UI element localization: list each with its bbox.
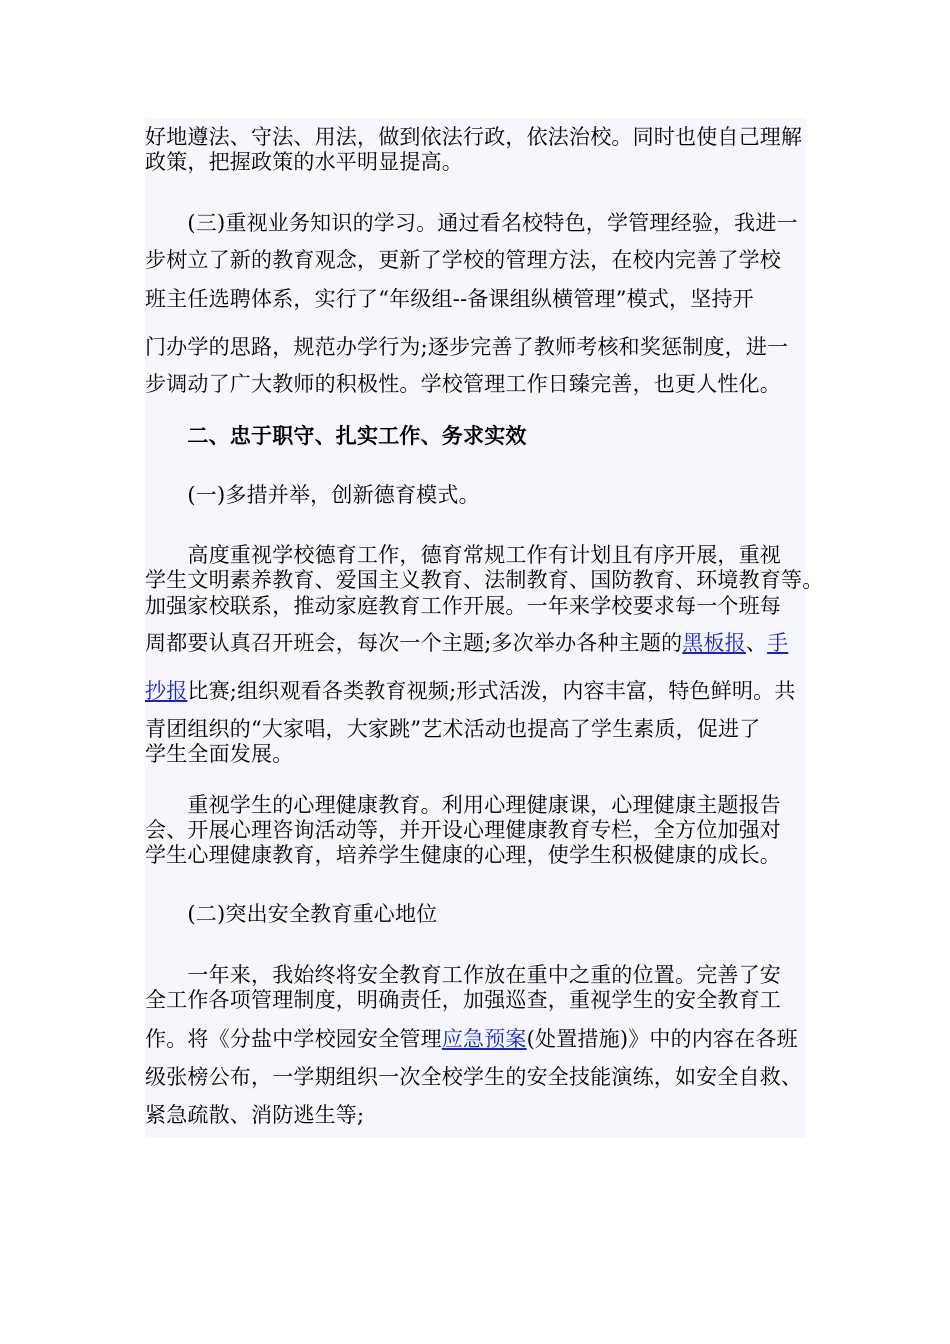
text-line — [145, 542, 825, 568]
text-segment: (二)突出安全教育重心地位 — [145, 902, 438, 926]
text-line — [145, 1026, 825, 1052]
text-line — [145, 124, 825, 150]
text-segment: 、 — [745, 631, 768, 655]
text-segment: 班主任选聘体系，实行了“年级组--备课组纵横管理”模式，坚持开 — [145, 287, 754, 311]
text-segment: 高度重视学校德育工作，德育常规工作有计划且有序开展，重视 — [145, 543, 781, 567]
inline-link[interactable]: 应急预案 — [441, 1027, 527, 1051]
text-line — [145, 630, 825, 656]
text-segment: 学生全面发展。 — [145, 742, 294, 766]
text-line — [145, 716, 825, 742]
text-segment: 作。将《分盐中学校园安全管理 — [145, 1027, 442, 1051]
text-segment: 步调动了广大教师的积极性。学校管理工作日臻完善，也更人性化。 — [145, 372, 781, 396]
section-heading — [145, 423, 825, 449]
text-line — [145, 286, 825, 312]
text-line — [145, 987, 825, 1013]
text-segment: 加强家校联系，推动家庭教育工作开展。一年来学校要求每一个班每 — [145, 594, 781, 618]
text-segment: 周都要认真召开班会，每次一个主题;多次举办各种主题的 — [145, 631, 683, 655]
text-segment: 学生文明素养教育、爱国主义教育、法制教育、国防教育、环境教育等。 — [145, 568, 824, 592]
text-line — [145, 210, 825, 236]
text-segment: (一)多措并举，创新德育模式。 — [145, 483, 480, 507]
inline-link[interactable]: 抄报 — [145, 679, 188, 703]
text-line — [145, 678, 825, 704]
text-line — [145, 149, 825, 175]
text-line — [145, 247, 825, 273]
text-line — [145, 741, 825, 767]
text-line — [145, 901, 825, 927]
text-segment: 学生心理健康教育，培养学生健康的心理，使学生积极健康的成长。 — [145, 843, 781, 867]
text-line — [145, 842, 825, 868]
text-segment: 级张榜公布，一学期组织一次全校学生的安全技能演练，如安全自救、 — [145, 1065, 803, 1089]
text-segment: 门办学的思路，规范办学行为;逐步完善了教师考核和奖惩制度，进一 — [145, 335, 789, 359]
text-segment: 会、开展心理咨询活动等，并开设心理健康教育专栏，全方位加强对 — [145, 818, 781, 842]
text-segment: 二、忠于职守、扎实工作、务求实效 — [145, 423, 527, 448]
text-line — [145, 334, 825, 360]
text-segment: 一年来，我始终将安全教育工作放在重中之重的位置。完善了安 — [145, 963, 781, 987]
text-line — [145, 593, 825, 619]
text-segment: (三)重视业务知识的学习。通过看名校特色，学管理经验，我进一 — [145, 211, 798, 235]
text-line — [145, 962, 825, 988]
inline-link[interactable]: 黑板报 — [682, 631, 746, 655]
text-line — [145, 817, 825, 843]
text-segment: 政策，把握政策的水平明显提高。 — [145, 150, 463, 174]
text-line — [145, 1102, 825, 1128]
text-segment: 比赛;组织观看各类教育视频;形式活泼，内容丰富，特色鲜明。共 — [187, 679, 796, 703]
text-segment: 重视学生的心理健康教育。利用心理健康课，心理健康主题报告 — [145, 793, 781, 817]
text-segment: 全工作各项管理制度，明确责任，加强巡查，重视学生的安全教育工 — [145, 988, 781, 1012]
text-segment: 好地遵法、守法、用法，做到依法行政，依法治校。同时也使自己理解 — [145, 125, 803, 149]
text-segment: (处置措施)》中的内容在各班 — [526, 1027, 798, 1051]
text-segment: 青团组织的“大家唱，大家跳”艺术活动也提高了学生素质，促进了 — [145, 717, 761, 741]
text-segment: 步树立了新的教育观念，更新了学校的管理方法，在校内完善了学校 — [145, 248, 781, 272]
text-line — [145, 567, 825, 593]
inline-link[interactable]: 手 — [767, 631, 789, 655]
text-segment: 紧急疏散、消防逃生等; — [145, 1103, 365, 1127]
text-line — [145, 1064, 825, 1090]
text-line — [145, 792, 825, 818]
text-line — [145, 482, 825, 508]
text-line — [145, 371, 825, 397]
